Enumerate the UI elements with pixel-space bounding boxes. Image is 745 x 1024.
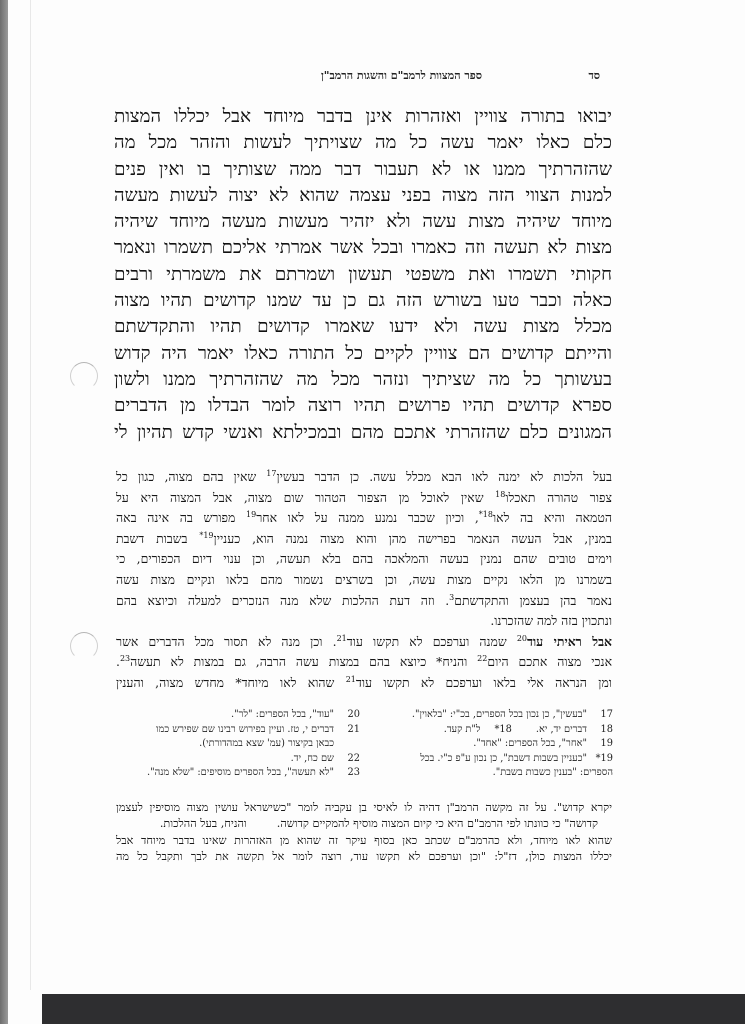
footnotes-left-column bbox=[120, 708, 360, 781]
text-run: בשבות דשבת bbox=[116, 530, 200, 546]
footnotes-right-column bbox=[370, 708, 613, 781]
footnote-text: "לא תעשה", בכל הספרים מוסיפים: "שלא מנה". bbox=[146, 767, 334, 779]
main-line: ספרא קדושים תהיו פרושים תהיו רוצה לומר הבדלו מן הדברים bbox=[114, 395, 612, 417]
commentary-line bbox=[116, 632, 612, 653]
text-run: . וכן מנה לא תסור מכל הדברים אשר bbox=[116, 633, 337, 649]
footnote-number: 19 bbox=[600, 738, 613, 750]
main-line: יבואו בתורה צוויין ואזהרות אינן בדבר מיוחד אבל יכללו המצות bbox=[114, 106, 612, 127]
footnote-ref: 23 bbox=[119, 654, 131, 664]
footnote-text: "בעשין", כן נכון בכל הספרים, בכ"י: "בלאוין". bbox=[411, 709, 587, 720]
post-note-line: יקרא קדוש". על זה מקשה הרמב"ן דהיה לו לאיסי בן עקביה לומר "כשישראל עושין מצוה מוסיפין לעצמן bbox=[116, 801, 612, 814]
main-line: כלם כאלו יאמר עשה כל מה שצויתיך לעשות והזהר מכל מה bbox=[114, 132, 612, 154]
text-run: צפור טהורה תאכלו bbox=[505, 489, 612, 505]
footnote-ref: 20 bbox=[516, 633, 527, 643]
footnote bbox=[370, 737, 613, 752]
commentary-line bbox=[116, 652, 612, 673]
footnote bbox=[120, 766, 360, 781]
footnote-number: 17 bbox=[600, 709, 613, 720]
main-line: והייתם קדושים הם צוויין לקיים כל התורה כאלו יאמר היה קדוש bbox=[114, 342, 612, 364]
footnote-number: 23 bbox=[347, 767, 360, 779]
commentary-line: בשמרנו מן הלאו נקיים מצות עשה, וכן בשרצים נשמור מהם בלאו ונקיים מצות עשה bbox=[116, 571, 612, 587]
footnote-ref: 3 bbox=[449, 592, 455, 602]
footnote-continuation bbox=[370, 766, 613, 781]
footnote bbox=[370, 752, 613, 767]
page-fold-line bbox=[30, 0, 31, 990]
text-run: נאמר בהן בעצמן והתקדשתם bbox=[454, 592, 612, 608]
footnote-ref: 19 bbox=[246, 510, 257, 520]
running-title: ספר המצוות לרמב"ם והשגות הרמב"ן bbox=[320, 69, 482, 82]
main-line: המגונים כלם שהזהרתי אתכם מהם ובמכילתא ואנשי קדש תהיון לי bbox=[114, 421, 612, 443]
commentary-line bbox=[116, 467, 612, 488]
text-run: שאין לאוכל מן הצפור הטהור שום מצוה, אבל המצוה היא על bbox=[116, 489, 496, 505]
footnote-ref: 17 bbox=[266, 468, 277, 478]
main-line: חקותי תשמרו ואת משפטי תעשון ושמרתם את משמרתי ורבים bbox=[114, 263, 612, 285]
main-line: שהזהרתיך ממנו או לא תעבור דבר ממה שצותיך בו ואין פנים bbox=[114, 158, 612, 180]
footnote-text: כבאן בקיצור (עמ' שצא במהדורתי). bbox=[199, 738, 334, 750]
commentary-line bbox=[116, 529, 612, 550]
footnote bbox=[370, 723, 613, 738]
main-line: מכלל מצות עשה ולא ידעו שאמרו קדושים תהיו והתקדשתם bbox=[114, 316, 612, 338]
text-run: שאין בהם מצוה, כגון כל bbox=[116, 469, 267, 484]
footnote-text: "אחר", בכל הספרים: "אחד". bbox=[473, 738, 587, 750]
text-run: בעל הלכות לא ימנה לאו הבא מכלל עשה. כן הדבר בעשין bbox=[276, 469, 612, 484]
commentary-line bbox=[116, 591, 612, 612]
main-line: מיוחד שיהיה מצות עשה ולא יזהיר מעשות מעשה מיוחד שיהיה bbox=[114, 211, 612, 233]
main-line: כאלה וכבר טעו בשורש הזה גם כן עד שמנו קדושים תהיו מצוה bbox=[114, 290, 612, 312]
main-line: למנות הצווי הזה מצוה בפני עצמה שהוא לא יצוה לעשות מעשה bbox=[114, 184, 612, 206]
scan-bottom-shadow bbox=[42, 994, 745, 1024]
footnote-number: 18* bbox=[494, 723, 512, 735]
commentary-line: ונתכוין בזה למה שהזכרנו. bbox=[490, 613, 612, 629]
footnote-number: 22 bbox=[347, 752, 360, 764]
footnote-text: הספרים: "בענין כשבות בשבת". bbox=[492, 767, 613, 779]
text-run: ומן הנראה אלי בלאו וערפכם לא תקשו עוד bbox=[355, 674, 612, 690]
text-run: שמנה וערפכם לא תקשו עוד bbox=[346, 633, 517, 649]
post-note-line: שהוא לאו מיוחד, ולא כהרמב"ם שכתב כאן בסוף עיקר זה שהוא מן האזהרות שאינו בדבר מיוחד אבל bbox=[116, 833, 612, 847]
text-run: . וזה דעת ההלכות שלא מנה הנזכרים למעלה וכיוצא בהם bbox=[116, 592, 450, 608]
page-number: סד bbox=[588, 69, 600, 82]
footnote-ref: 19* bbox=[199, 530, 214, 540]
footnote-continuation bbox=[120, 737, 360, 752]
footnote-number: 19* bbox=[595, 752, 613, 764]
footnote-text: שם כח, יד. bbox=[290, 752, 334, 764]
main-text bbox=[114, 104, 612, 446]
main-line: מצות לא תעשה וזה כאמרו ובכל אשר אמרתי אליכם תשמרו ונאמר bbox=[114, 237, 612, 259]
footnote-ref: 18 bbox=[495, 489, 506, 499]
commentary-line: וימים טובים שהם נמנין בעשה והמלאכה בהם בלא תעשה, וכן ענוי דיום הכפורים, כי bbox=[116, 551, 612, 567]
footnote-number: 18 bbox=[600, 723, 613, 735]
footnote-text: דברים יד, יא. bbox=[535, 723, 587, 735]
footnote-number: 20 bbox=[347, 709, 360, 720]
commentary-line bbox=[116, 488, 612, 509]
post-note-line: יכללו המצות כולן, דז"ל: "וכן וערפכם לא תקשו עוד, רוצה לומר אל תקשה את לבך ותקבל כל מה bbox=[116, 850, 612, 864]
footnote-ref: 21 bbox=[336, 633, 347, 643]
commentary-line bbox=[116, 673, 612, 694]
punch-hole-icon bbox=[70, 632, 98, 660]
footnote-text: "עוד", בכל הספרים: "לר". bbox=[231, 709, 334, 720]
text-run: והניח* כיוצא בהם במצות עשה הרבה, גם במצות לא תעשה bbox=[130, 654, 478, 670]
text-run: אבל ראיתי עוד bbox=[527, 633, 612, 649]
punch-hole-icon bbox=[70, 362, 98, 390]
footnote bbox=[370, 708, 613, 723]
footnote-ref: 22 bbox=[477, 654, 488, 664]
post-note-line bbox=[116, 816, 612, 832]
text-run: במנין, אבל העשה הנאמר בפרישה מהן והוא מצוה נמנה הוא, כעניין bbox=[213, 530, 612, 546]
commentary bbox=[116, 467, 612, 694]
text-run: הטמאה והיא בה לאו bbox=[492, 510, 612, 526]
footnote bbox=[120, 752, 360, 767]
scan-left-edge bbox=[0, 0, 8, 1024]
footnote-text: "כעניין בשבות דשבת", כן נכון ע"פ כ"י. בכל bbox=[420, 752, 587, 764]
footnote bbox=[120, 723, 360, 738]
text-run: אנכי מצוה אתכם היום bbox=[487, 654, 612, 670]
main-line: בעשותך כל מה שציתיך ונזהר מכל מה שהזהרתיך ממנו ולשון bbox=[114, 368, 612, 390]
text-run: קדושה" כי כוונתו לפי הרמב"ם היא כי קיום המצוה מוסיף להמקיים קדושה. bbox=[276, 817, 598, 831]
text-run: מפורש בה אינה באה bbox=[116, 510, 246, 526]
footnote-ref: 18* bbox=[478, 510, 493, 520]
footnote-number: 21 bbox=[347, 723, 360, 735]
commentary-line bbox=[116, 508, 612, 529]
text-run: , וכיון שכבר נמנע ממנה על לאו אחר bbox=[256, 510, 479, 526]
footnote bbox=[120, 708, 360, 723]
text-run: והניח, בעל ההלכות. bbox=[159, 817, 247, 831]
post-notes bbox=[116, 800, 612, 866]
text-run: שהוא לאו מיוחד* מחדש מצוה, והענין bbox=[116, 674, 346, 690]
footnote-text: דברים י, טז. ועיין בפירוש רבינו שם שפירש כמו bbox=[156, 723, 334, 735]
footnote-ref: 21 bbox=[345, 674, 356, 684]
footnote-text: ל"ת קעד. bbox=[443, 723, 481, 735]
text-run: . bbox=[116, 654, 120, 670]
